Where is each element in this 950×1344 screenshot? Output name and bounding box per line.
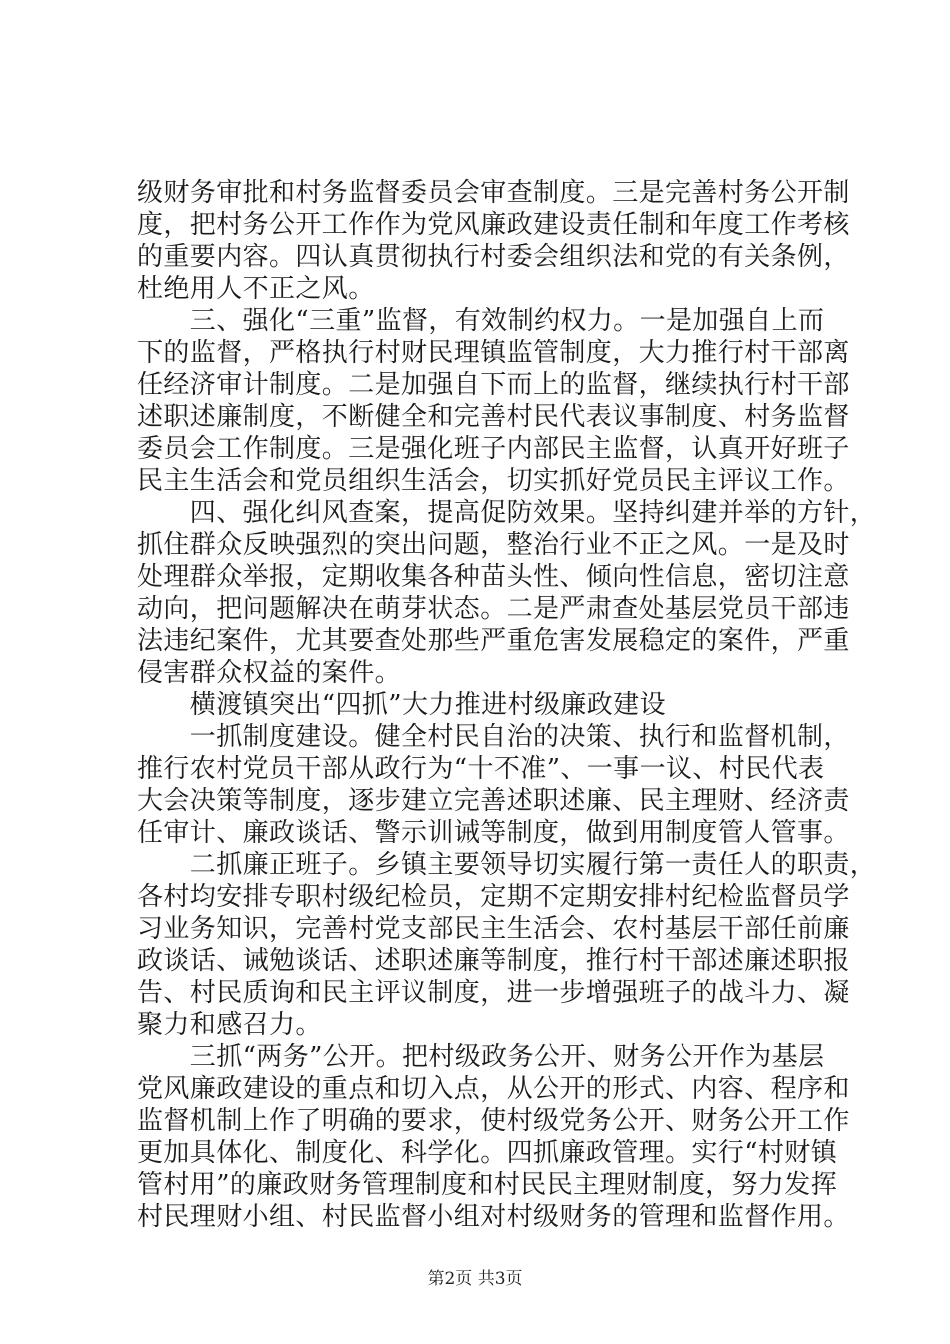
- text-line: 的重要内容。四认真贯彻执行村委会组织法和党的有关条例，: [137, 242, 850, 272]
- text-line: 任经济审计制度。二是加强自下而上的监督，继续执行村干部: [137, 370, 850, 400]
- text-line: 委员会工作制度。三是强化班子内部民主监督，认真开好班子: [137, 434, 850, 464]
- text-line: 村民理财小组、村民监督小组对村级财务的管理和监督作用。: [137, 1202, 850, 1232]
- text-line: 一抓制度建设。健全村民自治的决策、执行和监督机制，: [137, 722, 850, 752]
- text-line: 监督机制上作了明确的要求，使村级党务公开、财务公开工作: [137, 1106, 850, 1136]
- text-line: 聚力和感召力。: [137, 1010, 322, 1040]
- text-line: 述职述廉制度，不断健全和完善村民代表议事制度、村务监督: [137, 402, 850, 432]
- text-line: 动向，把问题解决在萌芽状态。二是严肃查处基层党员干部违: [137, 594, 850, 624]
- text-line: 杜绝用人不正之风。: [137, 274, 375, 304]
- text-line: 告、村民质询和民主评议制度，进一步增强班子的战斗力、凝: [137, 978, 850, 1008]
- text-line: 四、强化纠风查案，提高促防效果。坚持纠建并举的方针，: [137, 498, 877, 528]
- text-line: 习业务知识，完善村党支部民主生活会、农村基层干部任前廉: [137, 914, 850, 944]
- text-line: 更加具体化、制度化、科学化。四抓廉政管理。实行“村财镇: [137, 1138, 838, 1168]
- text-line: 党风廉政建设的重点和切入点，从公开的形式、内容、程序和: [137, 1074, 850, 1104]
- text-line: 处理群众举报，定期收集各种苗头性、倾向性信息，密切注意: [137, 562, 850, 592]
- text-line: 法违纪案件，尤其要查处那些严重危害发展稳定的案件，严重: [137, 626, 850, 656]
- text-line: 三抓“两务”公开。把村级政务公开、财务公开作为基层: [137, 1042, 825, 1072]
- text-line: 各村均安排专职村级纪检员，定期不定期安排村纪检监督员学: [137, 882, 850, 912]
- text-line: 度，把村务公开工作作为党风廉政建设责任制和年度工作考核: [137, 210, 850, 240]
- text-line: 侵害群众权益的案件。: [137, 658, 402, 688]
- text-line: 三、强化“三重”监督，有效制约权力。一是加强自上而: [137, 306, 825, 336]
- text-line: 大会决策等制度，逐步建立完善述职述廉、民主理财、经济责: [137, 786, 850, 816]
- text-line: 民主生活会和党员组织生活会，切实抓好党员民主评议工作。: [137, 466, 850, 496]
- section-heading: 横渡镇突出“四抓”大力推进村级廉政建设: [137, 690, 666, 720]
- page-number-footer: 第2页 共3页: [427, 1269, 523, 1289]
- text-line: 二抓廉正班子。乡镇主要领导切实履行第一责任人的职责，: [137, 850, 877, 880]
- text-line: 下的监督，严格执行村财民理镇监管制度，大力推行村干部离: [137, 338, 850, 368]
- text-line: 管村用”的廉政财务管理制度和村民民主理财制度，努力发挥: [137, 1170, 838, 1200]
- text-line: 级财务审批和村务监督委员会审查制度。三是完善村务公开制: [137, 178, 850, 208]
- text-line: 推行农村党员干部从政行为“十不准”、一事一议、村民代表: [137, 754, 825, 784]
- text-line: 政谈话、诫勉谈话、述职述廉等制度，推行村干部述廉述职报: [137, 946, 850, 976]
- text-line: 任审计、廉政谈话、警示训诫等制度，做到用制度管人管事。: [137, 818, 850, 848]
- text-line: 抓住群众反映强烈的突出问题，整治行业不正之风。一是及时: [137, 530, 850, 560]
